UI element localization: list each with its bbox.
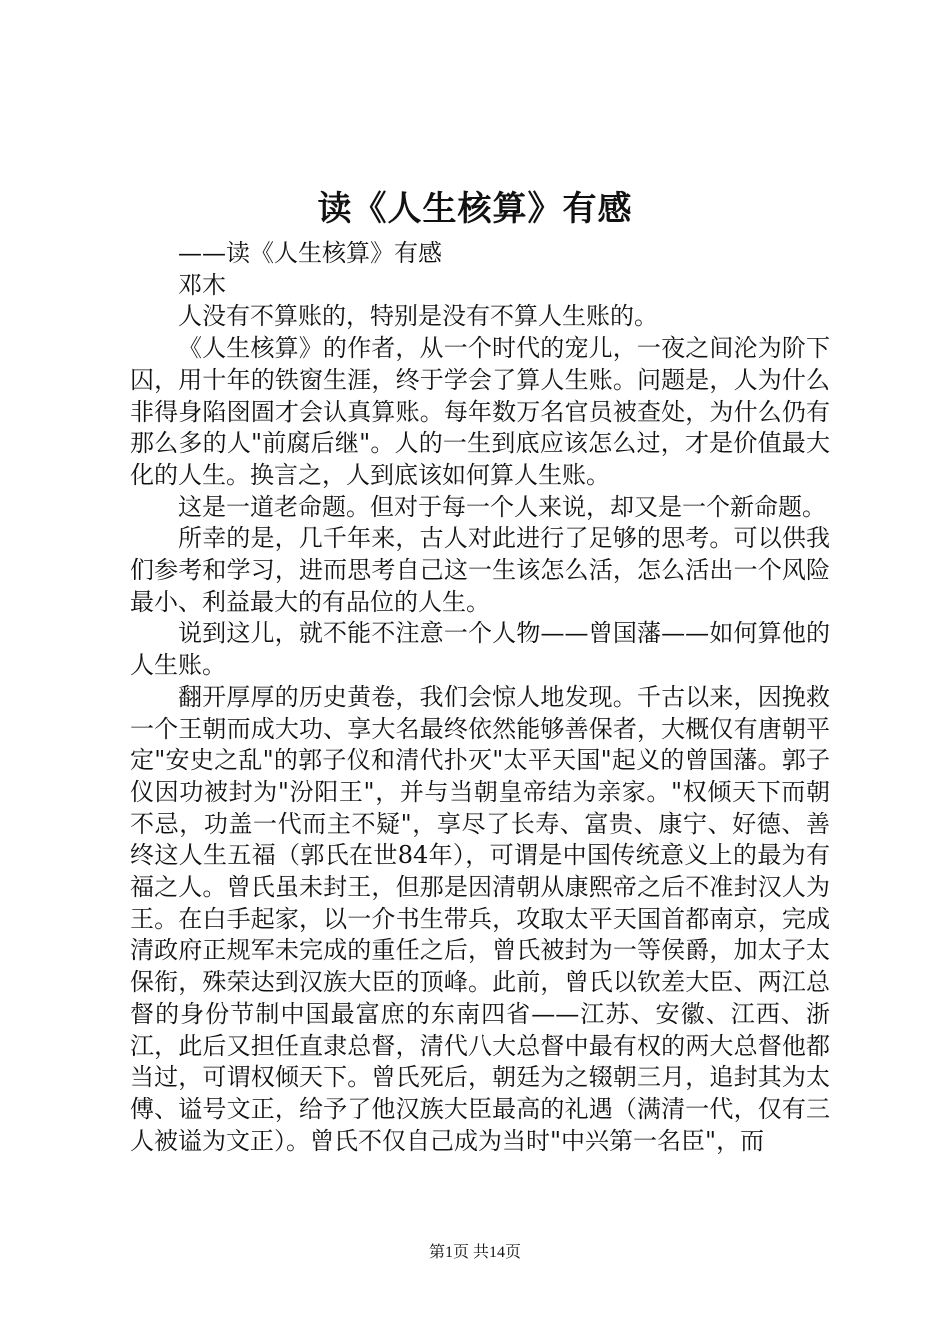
author-paragraph: 邓木 <box>178 270 226 299</box>
subtitle-paragraph: ——读《人生核算》有感 <box>178 239 442 267</box>
body-paragraph: 所幸的是，几千年来，古人对此进行了足够的思考。可以供我们参考和学习，进而思考自己这一生该怎么活，怎么活出一个风险最小、利益最大的有品位的人生。 <box>130 524 830 616</box>
document-body <box>130 238 830 1157</box>
body-paragraph: 翻开厚厚的历史黄卷，我们会惊人地发现。千古以来，因挽救一个王朝而成大功、享大名最终依然能够善保者，大概仅有唐朝平定"安史之乱"的郭子仪和清代扑灭"太平天国"起义的曾国藩。郭子仪因功被封为"汾阳王"，并与当朝皇帝结为亲家。"权倾天下而朝不忌，功盖一代而主不疑"，享尽了长寿、富贵、康宁、好德、善终这人生五福（郭氏在世84年），可谓是中国传统意义上的最为有福之人。曾氏虽未封王，但那是因清朝从康熙帝之后不准封汉人为王。在白手起家，以一介书生带兵，攻取太平天国首都南京，完成清政府正规军未完成的重任之后，曾氏被封为一等侯爵，加太子太保衔，殊荣达到汉族大臣的顶峰。此前，曾氏以钦差大臣、两江总督的身份节制中国最富庶的东南四省——江苏、安徽、江西、浙江，此后又担任直隶总督，清代八大总督中最有权的两大总督他都当过，可谓权倾天下。曾氏死后，朝廷为之辍朝三月，追封其为太傅、谥号文正，给予了他汉族大臣最高的礼遇（满清一代，仅有三人被谥为文正）。曾氏不仅自己成为当时"中兴第一名臣"，而 <box>130 682 830 1155</box>
body-paragraph: 说到这儿，就不能不注意一个人物——曾国藩——如何算他的人生账。 <box>130 619 830 680</box>
body-paragraph: 人没有不算账的，特别是没有不算人生账的。 <box>178 302 658 331</box>
document-title: 读《人生核算》有感 <box>317 189 633 229</box>
body-paragraph: 这是一道老命题。但对于每一个人来说，却又是一个新命题。 <box>178 492 826 521</box>
body-paragraph: 《人生核算》的作者，从一个时代的宠儿，一夜之间沦为阶下囚，用十年的铁窗生涯，终于学会了算人生账。问题是，人为什么非得身陷囹圄才会认真算账。每年数万名官员被查处，为什么仍有那么多的人"前腐后继"。人的一生到底应该怎么过，才是价值最大化的人生。换言之，人到底该如何算人生账。 <box>130 334 830 489</box>
page-footer: 第1页 共14页 <box>428 1244 521 1261</box>
